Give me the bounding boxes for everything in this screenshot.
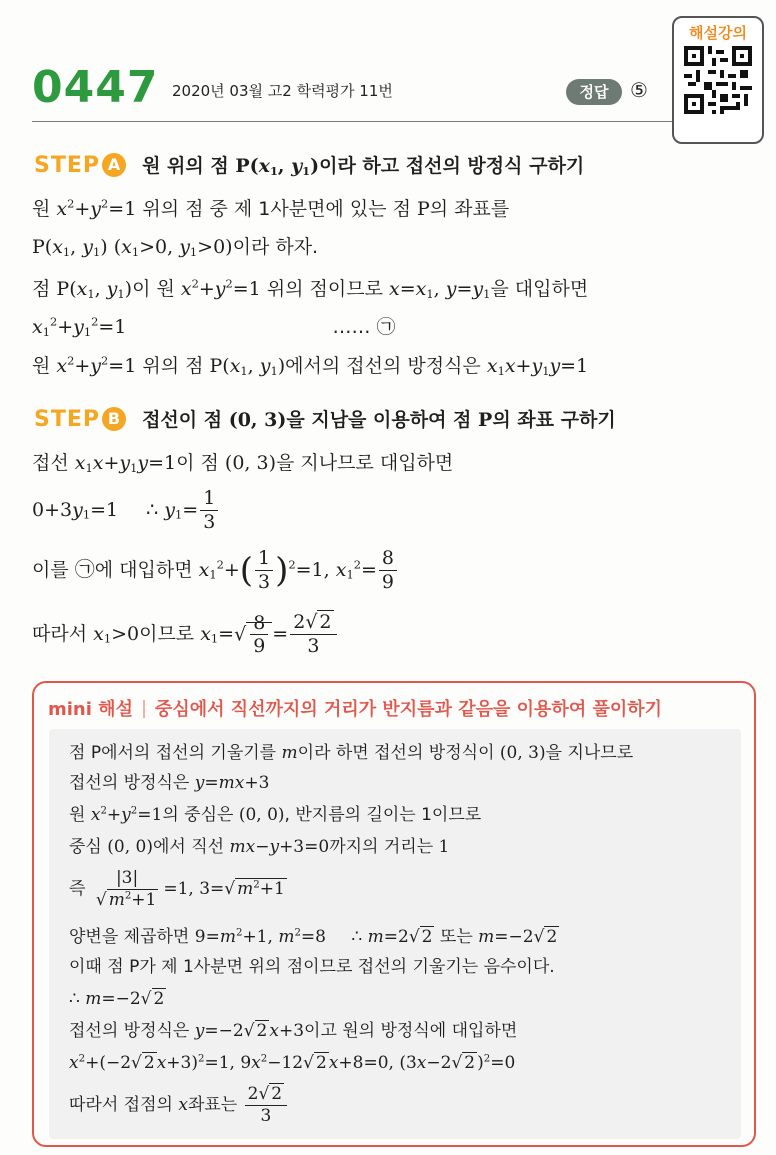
step-b-line-2: $0+3y_1=1$ ∴ $y_1=$ $\frac{1}{3}$: [32, 488, 220, 533]
mini-line-8: ∴ m=−2√ 2: [69, 989, 165, 1009]
step-b-letter: B: [102, 407, 126, 431]
qr-code-icon[interactable]: [684, 46, 752, 114]
header: [0, 0, 776, 140]
answer-value: ⑤: [630, 78, 648, 102]
step-b-title: 접선이 점 (0, 3)을 지남을 이용하여 점 P의 좌표 구하기: [142, 409, 616, 431]
mini-solution-box: [32, 681, 756, 1147]
mini-line-4: 중심 (0, 0)에서 직선 mx−y+3=0까지의 거리는 1: [69, 837, 450, 857]
step-b-heading: [34, 405, 616, 432]
mini-line-11: 따라서 접점의 x좌표는 $\frac{2√ 2}{3}$: [69, 1085, 289, 1125]
step-a-line-2: $P(x_1$, $y_1$) ($x_1>0$, $y_1>0$)이라 하자.: [32, 236, 319, 259]
step-b-line-4: 따라서 $x_1>0$이므로 $x_1=√$ $\frac{8}{9}$ = $\frac{2√ 2}{3}$: [32, 612, 339, 657]
problem-number: 0447: [32, 62, 159, 113]
mini-content: [49, 729, 741, 1139]
problem-source: 2020년 03월 고2 학력평가 11번: [172, 82, 393, 100]
step-a-tag: STEP: [34, 153, 101, 178]
mini-line-7: 이때 점 P가 제 1사분면 위의 점이므로 접선의 기울기는 음수이다.: [69, 957, 555, 977]
step-a-line-4: $x_1^2+y_1^2=1$ …… ㉠: [32, 314, 396, 339]
mini-divider: [143, 700, 145, 718]
step-b-line-1: 접선 $x_1x+y_1y=1$이 점 (0, 3)을 지나므로 대입하면: [32, 452, 454, 475]
step-a-line-5: 원 $x^2+y^2=1$ 위의 점 $P(x_1$, $y_1$)에서의 접선의 방정식은 $x_1x+y_1y=1$: [32, 353, 589, 378]
qr-label: 해설강의: [689, 24, 747, 42]
step-a-line-1: 원 $x^2+y^2=1$ 위의 점 중 제 1사분면에 있는 점 P의 좌표를: [32, 196, 510, 220]
equation-marker-a: …… ㉠: [332, 316, 396, 338]
mini-title: 중심에서 직선까지의 거리가 반지름과 같음을 이용하여 풀이하기: [154, 699, 663, 720]
step-b-tag: STEP: [34, 407, 101, 432]
mini-line-9: 접선의 방정식은 y=−2√ 2 x+3이고 원의 방정식에 대입하면: [69, 1021, 518, 1041]
mini-header: [48, 695, 662, 721]
mini-line-5: 즉 $\frac{|3|}{√ m^2+1}$ =1, 3=√ $m^2+1$: [69, 868, 285, 910]
header-divider: [32, 121, 672, 122]
mini-line-2: 접선의 방정식은 y=mx+3: [69, 773, 270, 793]
step-a-line-3: 점 $P(x_1$, $y_1$)이 원 $x^2+y^2=1$ 위의 점이므로 $x=x_1$, $y=y_1$을 대입하면: [32, 276, 589, 301]
mini-line-3: 원 $x^2+y^2=1$의 중심은 (0, 0), 반지름의 길이는 1이므로: [69, 805, 482, 825]
mini-tag: mini 해설: [48, 699, 133, 720]
step-b-line-3: 이를 ㉠에 대입하면 $x_1^2+$( $\frac{1}{3}$ )$^2$=1, $x_1^2=$ $\frac{8}{9}$: [32, 548, 399, 593]
mini-line-6: 양변을 제곱하면 $9=m^2+1$, $m^2=8$ ∴ m=2√ 2 또는 m=−2√ 2: [69, 927, 558, 947]
step-a-heading: [34, 151, 584, 178]
step-a-letter: A: [102, 153, 126, 177]
mini-line-1: 점 P에서의 접선의 기울기를 m이라 하면 접선의 방정식이 (0, 3)을 지나므로: [69, 743, 634, 763]
qr-lecture-box[interactable]: [672, 16, 764, 144]
answer-badge: 정답: [566, 79, 622, 105]
step-a-title: 원 위의 점 $P(x_1$, $y_1$)이라 하고 접선의 방정식 구하기: [142, 155, 585, 178]
mini-line-10: $x^2+(-2√$ 2 x+3)$^2$=1, $9x^2-12√$ 2 x+8=0, (3x−2√ 2 )$^2$=0: [69, 1053, 516, 1073]
